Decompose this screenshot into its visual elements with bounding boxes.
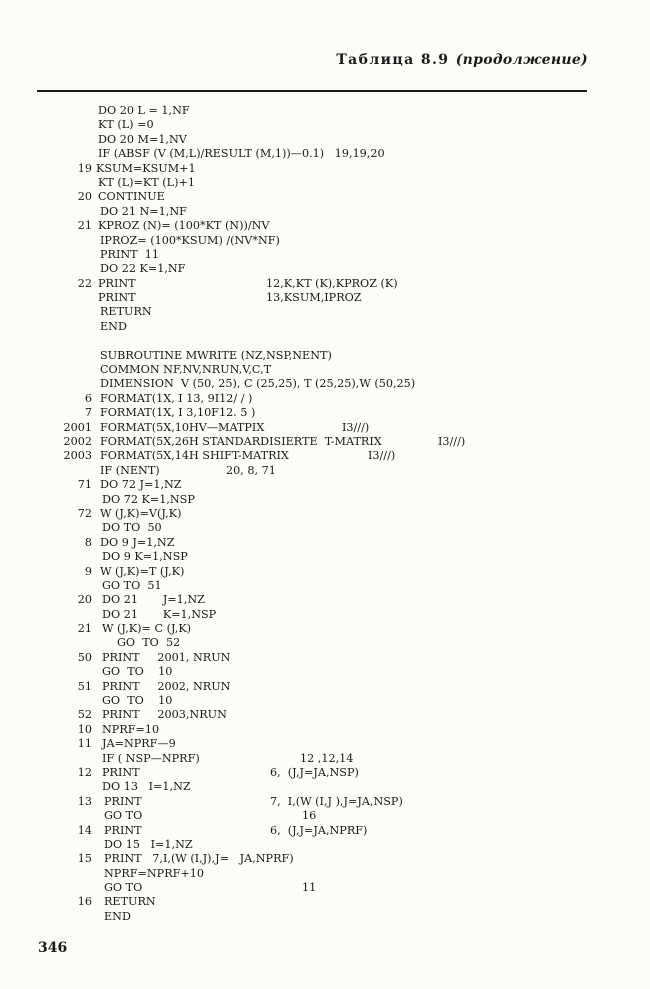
table-caption — [336, 52, 588, 68]
statement-argument: 6, (J,J=JA,NSP) — [270, 765, 359, 779]
statement-argument: 12 ,12,14 — [300, 751, 354, 765]
header-rule — [37, 90, 587, 92]
statement-text: DO 20 M=1,NV — [98, 132, 187, 146]
statement-text: DO TO 50 — [102, 521, 162, 535]
statement-argument: I3///) — [368, 449, 396, 463]
statement-argument: 6, (J,J=JA,NPRF) — [270, 823, 368, 837]
statement-text: GO TO — [104, 809, 143, 823]
statement-label: 10 — [77, 722, 92, 736]
statement-label: 50 — [77, 650, 92, 664]
statement-text: DO 13 I=1,NZ — [102, 780, 191, 794]
statement-text: GO TO — [104, 881, 143, 895]
statement-text: PRINT — [104, 823, 142, 837]
statement-label: 19 — [77, 161, 92, 175]
statement-text: KT (L)=KT (L)+1 — [98, 175, 195, 189]
statement-text: PRINT 11 — [100, 247, 159, 261]
statement-text: PRINT — [104, 794, 142, 808]
statement-text: FORMAT(5X,14H SHIFT-MATRIX — [100, 449, 289, 463]
statement-text: PRINT — [102, 765, 140, 779]
statement-label: 2003 — [63, 449, 92, 463]
statement-label: 2002 — [63, 434, 92, 448]
statement-label: 22 — [77, 276, 92, 290]
statement-text: NPRF=10 — [102, 722, 160, 736]
statement-text: DO 21 N=1,NF — [100, 204, 187, 218]
statement-label: 15 — [77, 852, 92, 866]
statement-text: PRINT — [98, 276, 136, 290]
statement-label: 51 — [77, 679, 92, 693]
statement-label: 16 — [77, 895, 92, 909]
statement-text: SUBROUTINE MWRITE (NZ,NSP,NENT) — [100, 348, 332, 362]
statement-text: W (J,K)=T (J,K) — [100, 564, 185, 578]
statement-text: DO 72 K=1,NSP — [102, 492, 195, 506]
statement-text: DIMENSION V (50, 25), C (25,25), T (25,25),W (50,25) — [100, 377, 416, 391]
statement-text: DO 72 J=1,NZ — [100, 478, 182, 492]
statement-argument: 16 — [302, 809, 317, 823]
statement-label: 6 — [84, 391, 92, 405]
statement-argument: 13,KSUM,IPROZ — [266, 291, 362, 305]
statement-text: KT (L) =0 — [98, 118, 154, 132]
statement-text: PRINT 7,I,(W (I,J),J= JA,NPRF) — [104, 852, 294, 866]
statement-text: RETURN — [104, 895, 156, 909]
statement-text: IPROZ= (100*KSUM) /(NV*NF) — [100, 233, 280, 247]
statement-text: COMMON NF,NV,NRUN,V,C,T — [100, 363, 272, 377]
statement-text: CONTINUE — [98, 190, 165, 204]
statement-label: 71 — [77, 478, 92, 492]
statement-text: KPROZ (N)= (100*KT (N))/NV — [98, 219, 270, 233]
statement-text: GO TO 10 — [102, 665, 173, 679]
statement-argument: I3///) — [438, 434, 466, 448]
statement-text: IF (NENT) — [100, 463, 160, 477]
statement-text: DO 22 K=1,NF — [100, 262, 186, 276]
statement-text: DO 21 J=1,NZ — [102, 593, 205, 607]
statement-text: GO TO 52 — [117, 636, 181, 650]
statement-label: 20 — [77, 593, 92, 607]
statement-text: RETURN — [100, 305, 152, 319]
statement-label: 21 — [77, 622, 92, 636]
statement-text: DO 9 K=1,NSP — [102, 550, 188, 564]
statement-text: JA=NPRF—9 — [102, 737, 176, 751]
statement-label: 8 — [84, 535, 92, 549]
statement-text: END — [100, 319, 127, 333]
statement-argument: 20, 8, 71 — [226, 463, 276, 477]
table-caption-label: Таблица 8.9 — [336, 52, 450, 68]
statement-text: IF (ABSF (V (M,L)/RESULT (M,1))—0.1) 19,19,20 — [98, 147, 385, 161]
page-number: 346 — [38, 940, 68, 956]
statement-text: IF ( NSP—NPRF) — [102, 751, 200, 765]
statement-label: 52 — [77, 708, 92, 722]
statement-argument: 7, I,(W (I,J ),J=JA,NSP) — [270, 794, 403, 808]
statement-text: GO TO 51 — [102, 578, 162, 592]
statement-text: W (J,K)=V(J,K) — [100, 506, 182, 520]
statement-label: 20 — [77, 190, 92, 204]
statement-label: 13 — [77, 794, 92, 808]
statement-text: DO 9 J=1,NZ — [100, 535, 175, 549]
statement-label: 14 — [77, 823, 92, 837]
statement-text: GO TO 10 — [102, 694, 173, 708]
statement-text: DO 21 K=1,NSP — [102, 607, 217, 621]
statement-label: 12 — [77, 765, 92, 779]
statement-label: 9 — [84, 564, 92, 578]
statement-argument: 12,K,KT (K),KPROZ (K) — [266, 276, 398, 290]
statement-text: PRINT 2002, NRUN — [102, 679, 231, 693]
statement-label: 2001 — [63, 420, 92, 434]
statement-label: 72 — [77, 506, 92, 520]
statement-text: W (J,K)= C (J,K) — [102, 622, 192, 636]
statement-label: 7 — [84, 406, 92, 420]
statement-argument: 11 — [302, 881, 317, 895]
statement-label: 11 — [77, 737, 92, 751]
statement-text: KSUM=KSUM+1 — [96, 161, 196, 175]
statement-text: DO 20 L = 1,NF — [98, 104, 190, 117]
statement-text: FORMAT(1X, I 3,10F12. 5 ) — [100, 406, 256, 420]
statement-text: FORMAT(1X, I 13, 9I12/ / ) — [100, 391, 253, 405]
statement-text: FORMAT(5X,26H STANDARDISIERTE T-MATRIX — [100, 434, 382, 448]
statement-text: PRINT 2001, NRUN — [102, 650, 231, 664]
statement-argument: I3///) — [342, 420, 370, 434]
statement-text: FORMAT(5X,10HV—MATPIX — [100, 420, 265, 434]
statement-text: DO 15 I=1,NZ — [104, 837, 193, 851]
statement-text: NPRF=NPRF+10 — [104, 866, 204, 880]
statement-text: PRINT — [98, 291, 136, 305]
statement-text: PRINT 2003,NRUN — [102, 708, 227, 722]
statement-label: 21 — [77, 219, 92, 233]
table-caption-continuation: (продолжение) — [455, 52, 588, 68]
statement-text: END — [104, 909, 131, 923]
